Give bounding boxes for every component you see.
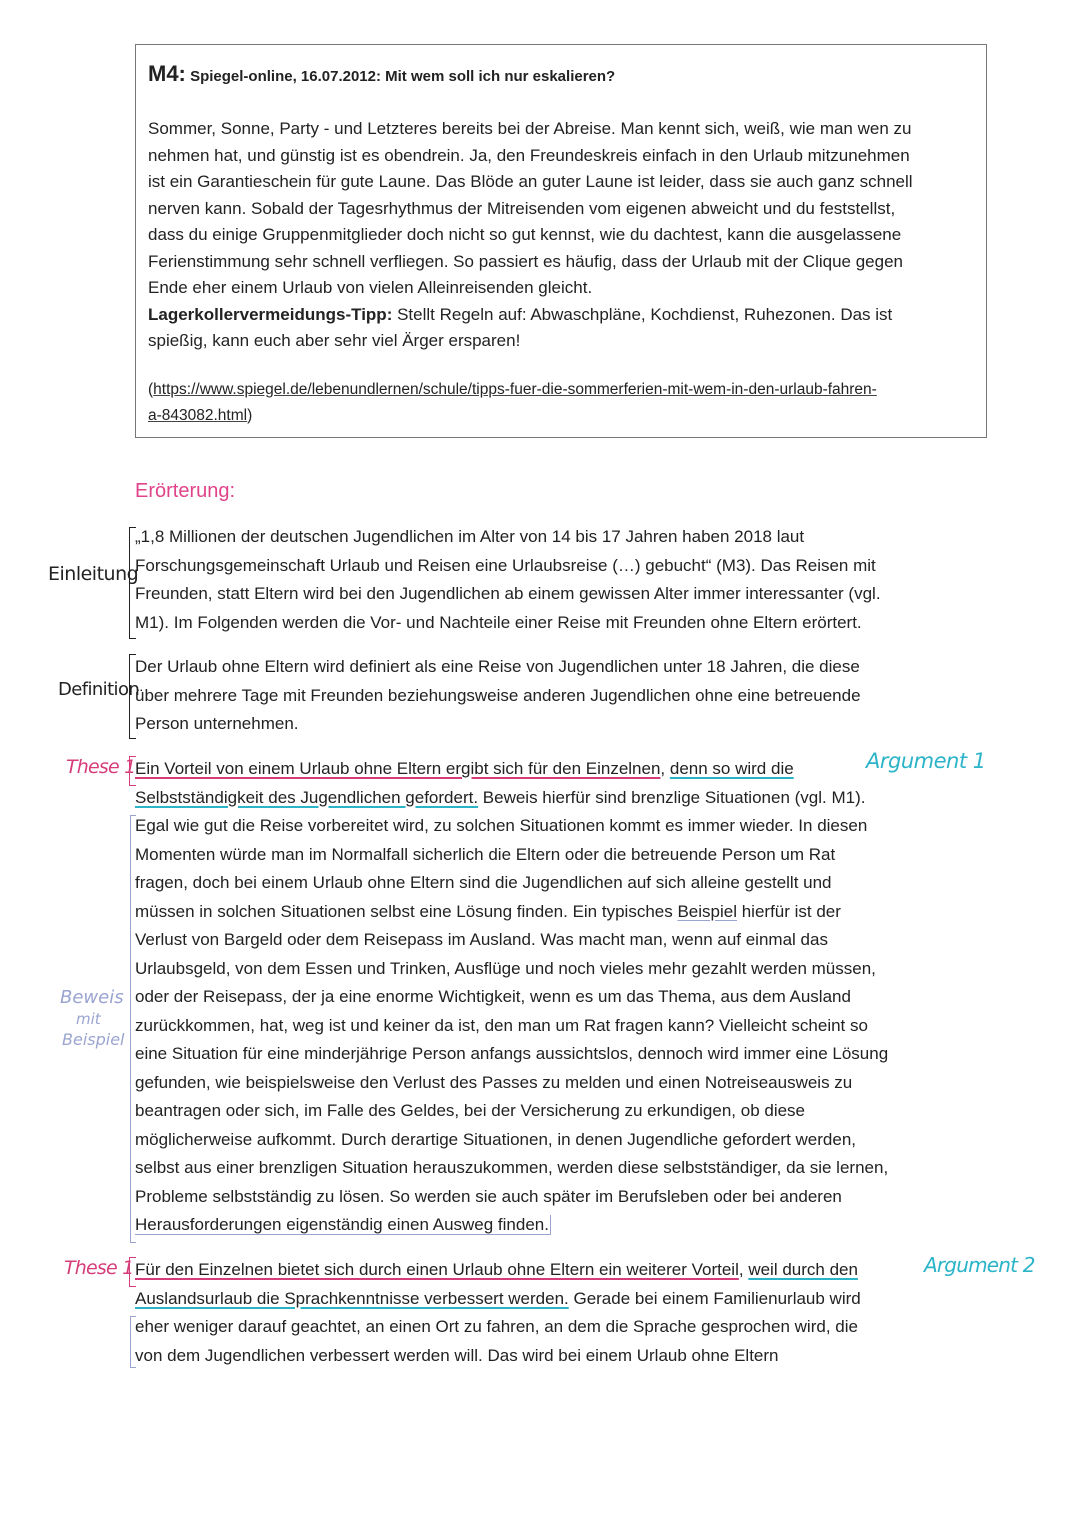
einleitung-paragraph: [135, 523, 960, 637]
arg1-last-line: [135, 1211, 960, 1240]
these-2-text: Für den Einzelnen bietet sich durch einen Urlaub ohne Eltern ein weiterer Vorteil: [135, 1260, 739, 1279]
argument-2-text-a: weil durch den: [748, 1260, 858, 1279]
annotation-beweis: Beweis: [60, 987, 124, 1008]
arg2-line: eher weniger darauf geachtet, an einen Ort zu fahren, an dem die Sprache gesprochen wird, die: [135, 1317, 858, 1336]
argument-2-text-b: Auslandsurlaub die Sprachkenntnisse verbessert werden.: [135, 1288, 569, 1308]
arg1-line-beispiel: müssen in solchen Situationen selbst eine Lösung finden. Ein typisches Beispiel hierfür ist der: [135, 901, 841, 921]
arg1-line: Momenten würde man im Normalfall sicherlich die Eltern oder die betreuende Person um Rat: [135, 844, 836, 864]
arg1-line: Urlaubsgeld, von dem Essen und Trinken, Ausflüge und noch vieles mehr gezahlt werden müssen,: [135, 958, 876, 978]
source-line: Sommer, Sonne, Party - und Letzteres bereits bei der Abreise. Man kennt sich, weiß, wie man wen zu: [148, 119, 912, 138]
tip-text: Stellt Regeln auf: Abwaschpläne, Kochdienst, Ruhezonen. Das ist: [392, 304, 893, 324]
arg1-line: oder der Reisepass, der ja eine enorme Wichtigkeit, wenn es um das Thema, aus dem Ausland: [135, 987, 851, 1006]
definition-line: Der Urlaub ohne Eltern wird definiert als eine Reise von Jugendlichen unter 18 Jahren, die diese: [135, 657, 860, 676]
arg1-line: möglicherweise aufkommt. Durch derartige Situationen, in denen Jugendliche gefordert werden,: [135, 1129, 857, 1149]
einleitung-line: „1,8 Millionen der deutschen Jugendlichen im Alter von 14 bis 17 Jahren haben 2018 laut: [135, 527, 805, 546]
annotation-einleitung: Einleitung: [48, 563, 139, 585]
argument-1-text-a: denn so wird die: [669, 759, 794, 778]
arg2-line-2: Auslandsurlaub die Sprachkenntnisse verbessert werden. Gerade bei einem Familienurlaub wird: [135, 1288, 861, 1308]
annotation-definition: Definition: [58, 679, 140, 700]
source-link-cont[interactable]: a-843082.html: [148, 406, 248, 424]
source-line: Ende eher einem Urlaub von vielen Alleinreisenden gleicht.: [148, 278, 593, 297]
definition-line: über mehrere Tage mit Freunden beziehungsweise anderen Jugendlichen ohne eine betreuende: [135, 685, 861, 705]
arg1-line: zurückkommen, hat, weg ist und keiner da ist, den man um Rat fragen kann? Vielleicht scheint so: [135, 1015, 868, 1035]
annotation-mit: mit: [76, 1010, 101, 1028]
source-link-line: (https://www.spiegel.de/lebenundlernen/schule/tipps-fuer-die-sommerferien-mit-wem-in-den-urlaub-fahren-: [148, 380, 877, 398]
arg1-line: gefunden, wie beispielsweise den Verlust des Passes zu melden und einen Notreiseausweis zu: [135, 1072, 853, 1092]
arg1-line: fragen, doch bei einem Urlaub ohne Eltern sind die Jugendlichen auf sich alleine gestellt und: [135, 873, 832, 892]
these-1-text: Ein Vorteil von einem Urlaub ohne Eltern ergibt sich für den Einzelnen: [135, 759, 661, 778]
arg1-line: Verlust von Bargeld oder dem Reisepass im Ausland. Was macht man, wenn auf einmal das: [135, 930, 828, 949]
annotation-argument-2: Argument 2: [924, 1253, 1035, 1277]
source-line: nerven kann. Sobald der Tagesrhythmus der Mitreisenden vom eigenen abweicht und du feststellst,: [148, 198, 896, 218]
einleitung-line: Freunden, statt Eltern wird bei den Jugendlichen ab einem gewissen Alter immer interessanter (vgl.: [135, 584, 881, 603]
source-title: [148, 59, 974, 92]
source-line: Ferienstimmung sehr schnell verfliegen. So passiert es häufig, dass der Urlaub mit der Clique gegen: [148, 251, 903, 271]
argument2-paragraph: [135, 1256, 960, 1370]
arg1-line: eine Situation für eine minderjährige Person anfangs aussichtslos, dennoch wird immer eine Lösung: [135, 1044, 889, 1063]
section-heading: Erörterung:: [135, 480, 236, 502]
source-link-line-2: a-843082.html): [148, 406, 253, 424]
beispiel-word: Beispiel: [677, 901, 737, 921]
arg1-line: Probleme selbstständig zu lösen. So werden sie auch später im Berufsleben oder bei anderen: [135, 1186, 842, 1206]
tip-line: [148, 302, 974, 329]
beweis-end-mark: Herausforderungen eigenständig einen Ausweg finden.: [135, 1215, 549, 1234]
arg1-line-2: Selbstständigkeit des Jugendlichen gefordert. Beweis hierfür sind brenzlige Situationen (vgl. M1).: [135, 787, 866, 807]
annotation-these-1: These 1: [66, 756, 136, 778]
arg2-line-1: Für den Einzelnen bietet sich durch einen Urlaub ohne Eltern ein weiterer Vorteil, weil durch den: [135, 1260, 858, 1279]
source-title-text: Spiegel-online, 16.07.2012: Mit wem soll ich nur eskalieren?: [190, 68, 616, 85]
annotation-beispiel: Beispiel: [62, 1030, 125, 1049]
source-line: ist ein Garantieschein für gute Laune. Das Blöde an guter Laune ist leider, dass sie auch ganz schnell: [148, 172, 913, 191]
arg1-line-1: Ein Vorteil von einem Urlaub ohne Eltern ergibt sich für den Einzelnen, denn so wird die: [135, 759, 794, 778]
source-link[interactable]: https://www.spiegel.de/lebenundlernen/schule/tipps-fuer-die-sommerferien-mit-wem-in-den-urlaub-fahren-: [153, 380, 877, 398]
arg1-line: Egal wie gut die Reise vorbereitet wird, zu solchen Situationen kommt es immer wieder. In diesen: [135, 816, 868, 835]
source-box-m4: [135, 44, 987, 438]
source-line: nehmen hat, und günstig ist es obendrein. Ja, den Freundeskreis einfach in den Urlaub mitzunehmen: [148, 145, 910, 165]
tip-line-2: spießig, kann euch aber sehr viel Ärger ersparen!: [148, 331, 521, 350]
arg1-line: beantragen oder sich, im Falle des Geldes, bei der Versicherung zu erkundigen, ob diese: [135, 1101, 806, 1120]
tip-label: Lagerkollervermeidungs-Tipp:: [148, 304, 393, 324]
source-line: dass du einige Gruppenmitglieder doch nicht so gut kennst, wie du dachtest, kann die ausgelassene: [148, 225, 902, 244]
definition-paragraph: [135, 653, 960, 739]
argument1-paragraph: [135, 755, 960, 1240]
definition-line: Person unternehmen.: [135, 714, 299, 733]
einleitung-line: Forschungsgemeinschaft Urlaub und Reisen eine Urlaubsreise (…) gebucht“ (M3). Das Reisen mit: [135, 555, 876, 575]
annotation-these-1b: These 1: [64, 1257, 134, 1279]
argument-1-text-b: Selbstständigkeit des Jugendlichen gefordert.: [135, 787, 479, 807]
arg1-line: selbst aus einer brenzligen Situation herauszukommen, werden diese selbstständiger, da sie lernen,: [135, 1158, 889, 1177]
einleitung-line: M1). Im Folgenden werden die Vor- und Nachteile einer Reise mit Freunden ohne Eltern erörtert.: [135, 612, 862, 632]
source-label: M4:: [148, 61, 186, 86]
annotation-argument-1: Argument 1: [866, 749, 986, 773]
arg2-line: von dem Jugendlichen verbessert werden will. Das wird bei einem Urlaub ohne Eltern: [135, 1345, 779, 1365]
